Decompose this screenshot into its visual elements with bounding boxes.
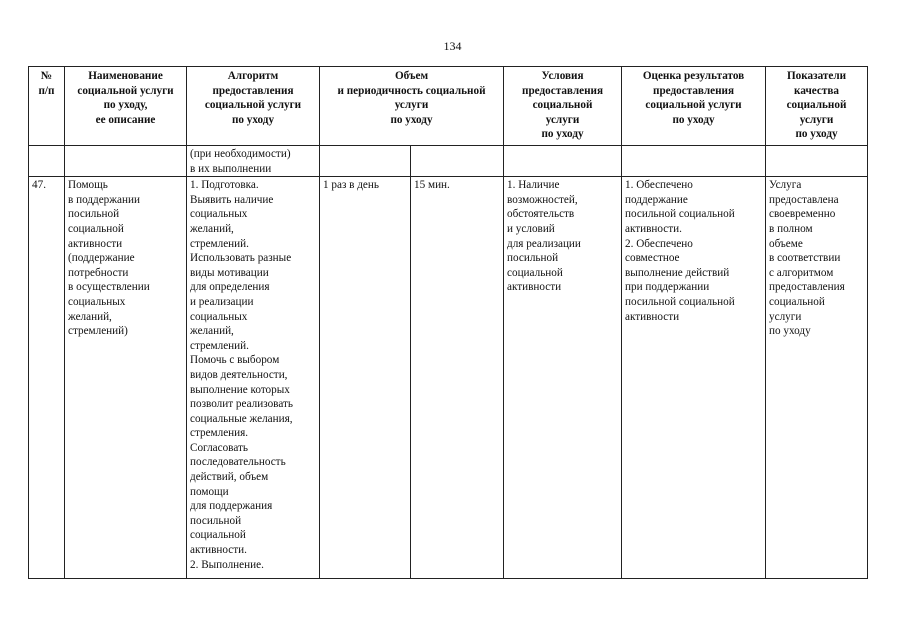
text-line: социальных: [68, 295, 126, 308]
row-quality: [766, 177, 868, 579]
text-line: социальной: [786, 99, 847, 112]
text-line: по уходу: [769, 325, 811, 338]
text-line: социальной услуги: [77, 84, 174, 97]
text-line: для определения: [190, 281, 270, 294]
text-line: последовательность: [190, 456, 286, 469]
text-line: социальных: [190, 310, 248, 323]
text-line: активности.: [625, 222, 682, 235]
text-line: по уходу: [541, 128, 584, 141]
text-line: для реализации: [507, 237, 581, 250]
header-algorithm: [187, 67, 320, 146]
cont-cell-evaluation: [622, 146, 766, 177]
text-line: 1. Подготовка.: [190, 179, 259, 192]
text-line: Оценка результатов: [642, 70, 745, 82]
text-line: Использовать разные: [190, 252, 292, 265]
text-line: активности: [507, 281, 562, 294]
text-line: Объем: [394, 70, 429, 82]
text-line: социальной: [68, 222, 124, 235]
cont-cell-quality: [766, 146, 868, 177]
text-line: в соответствии: [769, 252, 841, 265]
row-evaluation: [622, 177, 766, 579]
text-line: Помочь с выбором: [190, 354, 280, 367]
service-row-47: [29, 177, 868, 579]
text-line: посильной социальной: [625, 208, 735, 221]
text-line: предоставления: [769, 281, 845, 294]
text-line: стремления.: [190, 427, 249, 440]
text-line: 2. Обеспечено: [625, 237, 693, 250]
text-line: и реализации: [190, 295, 254, 308]
header-service-name: [65, 67, 187, 146]
row-conditions: [504, 177, 622, 579]
text-line: выполнение которых: [190, 383, 290, 396]
text-line: по уходу: [672, 113, 715, 126]
text-line: посильной: [190, 514, 242, 527]
text-line: предоставления: [653, 84, 735, 97]
text-line: (при необходимости): [190, 148, 291, 160]
text-line: (поддержание: [68, 252, 135, 265]
text-line: с алгоритмом: [769, 266, 834, 279]
text-line: 2. Выполнение.: [190, 558, 264, 571]
text-line: по уходу: [390, 113, 433, 126]
text-line: желаний,: [190, 325, 234, 338]
cont-cell-duration: [411, 146, 504, 177]
header-evaluation: [622, 67, 766, 146]
text-line: предоставлена: [769, 193, 839, 206]
text-line: потребности: [68, 266, 129, 279]
text-line: активности.: [190, 544, 247, 557]
text-line: посильной: [68, 208, 120, 221]
text-line: предоставления: [212, 84, 294, 97]
text-line: Условия: [541, 70, 584, 82]
cont-cell-algorithm: [187, 146, 320, 177]
text-line: социальной услуги: [204, 99, 302, 112]
text-line: для поддержания: [190, 500, 273, 513]
row-number: 47.: [29, 177, 65, 579]
row-duration: 15 мин.: [411, 177, 504, 579]
text-line: по уходу: [795, 128, 838, 141]
text-line: социальной: [532, 99, 593, 112]
text-line: Наименование: [88, 70, 163, 82]
text-line: Выявить наличие: [190, 193, 274, 206]
text-line: виды мотивации: [190, 266, 269, 279]
text-line: совместное: [625, 252, 680, 265]
text-line: социальной: [190, 529, 246, 542]
text-line: качества: [794, 84, 839, 97]
text-line: услуги: [545, 113, 580, 126]
text-line: поддержание: [625, 193, 688, 206]
services-table: [28, 66, 868, 579]
text-line: помощи: [190, 485, 229, 498]
text-line: стремлений): [68, 325, 128, 338]
text-line: возможностей,: [507, 193, 578, 206]
row-algorithm: [187, 177, 320, 579]
text-line: обстоятельств: [507, 208, 575, 221]
text-line: видов деятельности,: [190, 368, 288, 381]
text-line: Алгоритм: [227, 70, 279, 82]
text-line: социальные желания,: [190, 412, 293, 425]
text-line: стремлений.: [190, 237, 249, 250]
text-line: Показатели: [786, 70, 847, 82]
text-line: социальной: [769, 295, 825, 308]
text-line: действий, объем: [190, 471, 269, 484]
header-conditions: [504, 67, 622, 146]
text-line: социальных: [190, 208, 248, 221]
text-line: предоставления: [522, 84, 604, 97]
text-line: и условий: [507, 222, 555, 235]
text-line: посильной: [507, 252, 559, 265]
cont-cell-number: [29, 146, 65, 177]
continuation-row: [29, 146, 868, 177]
text-line: и периодичность социальной: [337, 84, 486, 97]
header-row: [29, 67, 868, 146]
text-line: стремлений.: [190, 339, 249, 352]
cont-cell-frequency: [320, 146, 411, 177]
text-line: услуги: [769, 310, 802, 323]
text-line: услуги: [799, 113, 834, 126]
cont-cell-conditions: [504, 146, 622, 177]
text-line: п/п: [38, 84, 55, 97]
page-number: 134: [443, 39, 462, 53]
text-line: посильной социальной: [625, 295, 735, 308]
text-line: желаний,: [68, 310, 112, 323]
row-service-name: [65, 177, 187, 579]
text-line: в поддержании: [68, 193, 140, 206]
text-line: позволит реализовать: [190, 398, 293, 411]
text-line: в осуществлении: [68, 281, 150, 294]
text-line: Помощь: [68, 179, 108, 192]
header-volume-frequency: [320, 67, 504, 146]
text-line: №: [40, 70, 53, 82]
text-line: в их выполнении: [190, 162, 272, 175]
text-line: 1. Наличие: [507, 179, 560, 192]
text-line: выполнение действий: [625, 266, 730, 279]
text-line: 1. Обеспечено: [625, 179, 693, 192]
text-line: по уходу,: [103, 99, 148, 112]
text-line: активности: [68, 237, 123, 250]
text-line: желаний,: [190, 222, 234, 235]
text-line: Согласовать: [190, 441, 248, 454]
header-quality: [766, 67, 868, 146]
text-line: Услуга: [769, 179, 802, 192]
header-number: [29, 67, 65, 146]
cont-cell-name: [65, 146, 187, 177]
text-line: активности: [625, 310, 680, 323]
text-line: объеме: [769, 237, 803, 250]
text-line: услуги: [394, 99, 429, 112]
text-line: в полном: [769, 222, 813, 235]
text-line: своевременно: [769, 208, 836, 221]
text-line: по уходу: [231, 113, 275, 126]
text-line: социальной услуги: [645, 99, 742, 112]
text-line: ее описание: [95, 113, 156, 126]
text-line: социальной: [507, 266, 563, 279]
text-line: при поддержании: [625, 281, 710, 294]
row-frequency: 1 раз в день: [320, 177, 411, 579]
